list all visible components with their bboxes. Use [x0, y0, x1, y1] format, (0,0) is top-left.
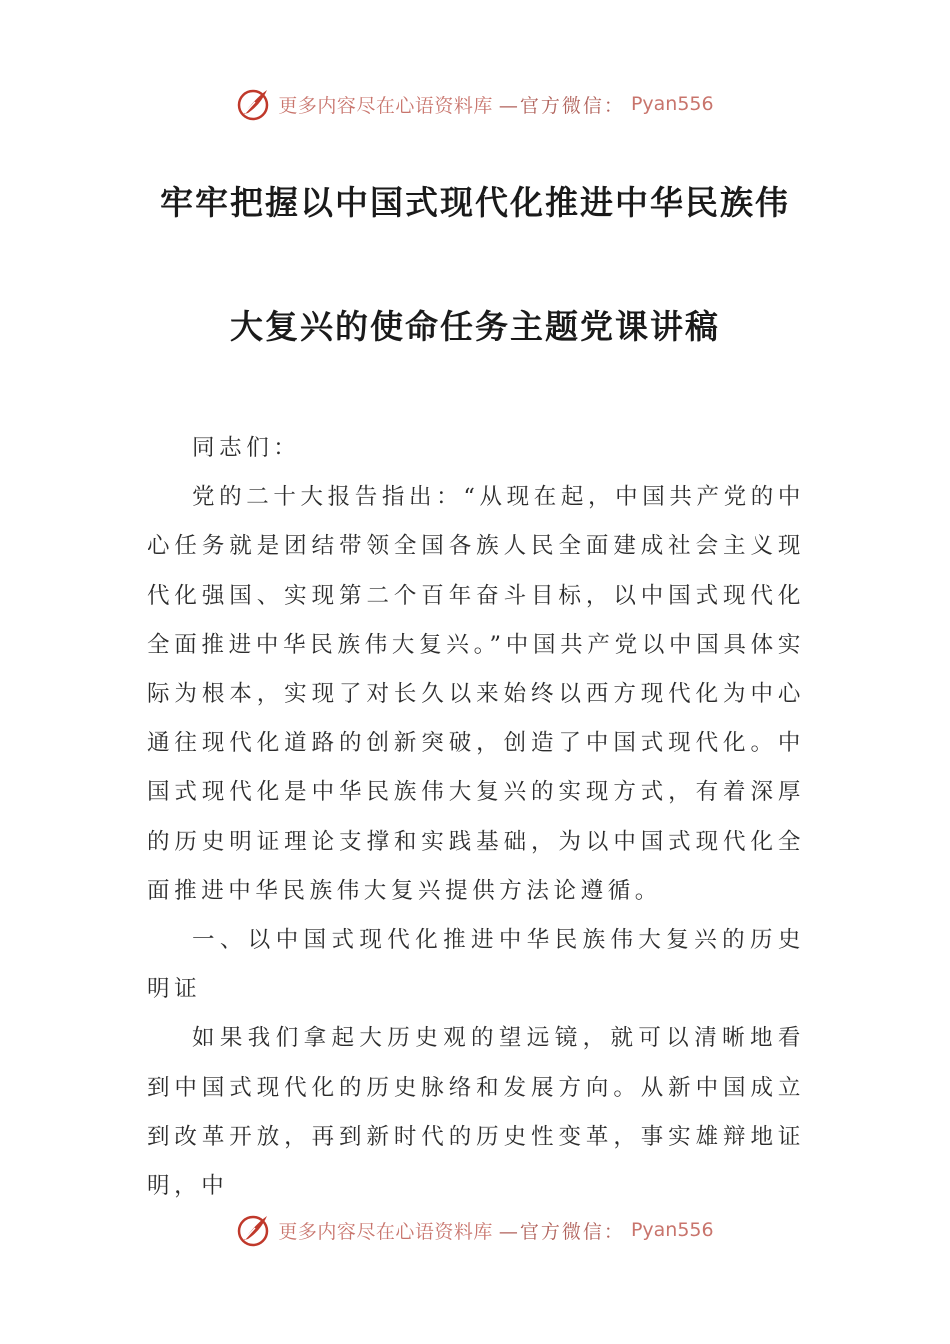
section-heading: 一、以中国式现代化推进中华民族伟大复兴的历史明证	[147, 927, 805, 1003]
body-paragraph: 党的二十大报告指出：“从现在起，中国共产党的中心任务就是团结带领全国各族人民全面建成社会主义现代化强国、实现第二个百年奋斗目标，以中国式现代化全面推进中华民族伟大复兴。”中国共产党以中国具体实际为根本，实现了对长久以来始终以西方现代化为中心通往现代化道路的创新突破，创造了中国式现代化。中国式现代化是中华民族伟大复兴的实现方式，有着深厚的历史明证理论支撑和实践基础，为以中国式现代化全面推进中华民族伟大复兴提供方法论遵循。	[147, 484, 805, 904]
watermark-promo-text: 更多内容尽在心语资料库	[278, 1220, 493, 1243]
watermark-wechat-handle: Pyan556	[630, 1219, 714, 1241]
watermark-banner-top	[0, 84, 950, 124]
document-title-line-1: 牢牢把握以中国式现代化推进中华民族伟	[160, 183, 790, 222]
watermark-banner-bottom	[0, 1210, 950, 1250]
document-title-line-2: 大复兴的使命任务主题党课讲稿	[230, 307, 720, 346]
document-body	[147, 424, 805, 1211]
quill-pen-logo-icon	[236, 1212, 272, 1248]
quill-pen-logo-icon	[236, 86, 272, 122]
salutation: 同志们：	[192, 435, 301, 461]
body-paragraph: 如果我们拿起大历史观的望远镜，就可以清晰地看到中国式现代化的历史脉络和发展方向。从新中国成立到改革开放，再到新时代的历史性变革，事实雄辩地证明，中	[147, 1025, 805, 1200]
watermark-promo-text: 更多内容尽在心语资料库	[278, 94, 493, 117]
watermark-wechat-label: —官方微信：	[498, 94, 625, 117]
watermark-wechat-handle: Pyan556	[630, 93, 714, 115]
watermark-wechat-label: —官方微信：	[498, 1220, 625, 1243]
